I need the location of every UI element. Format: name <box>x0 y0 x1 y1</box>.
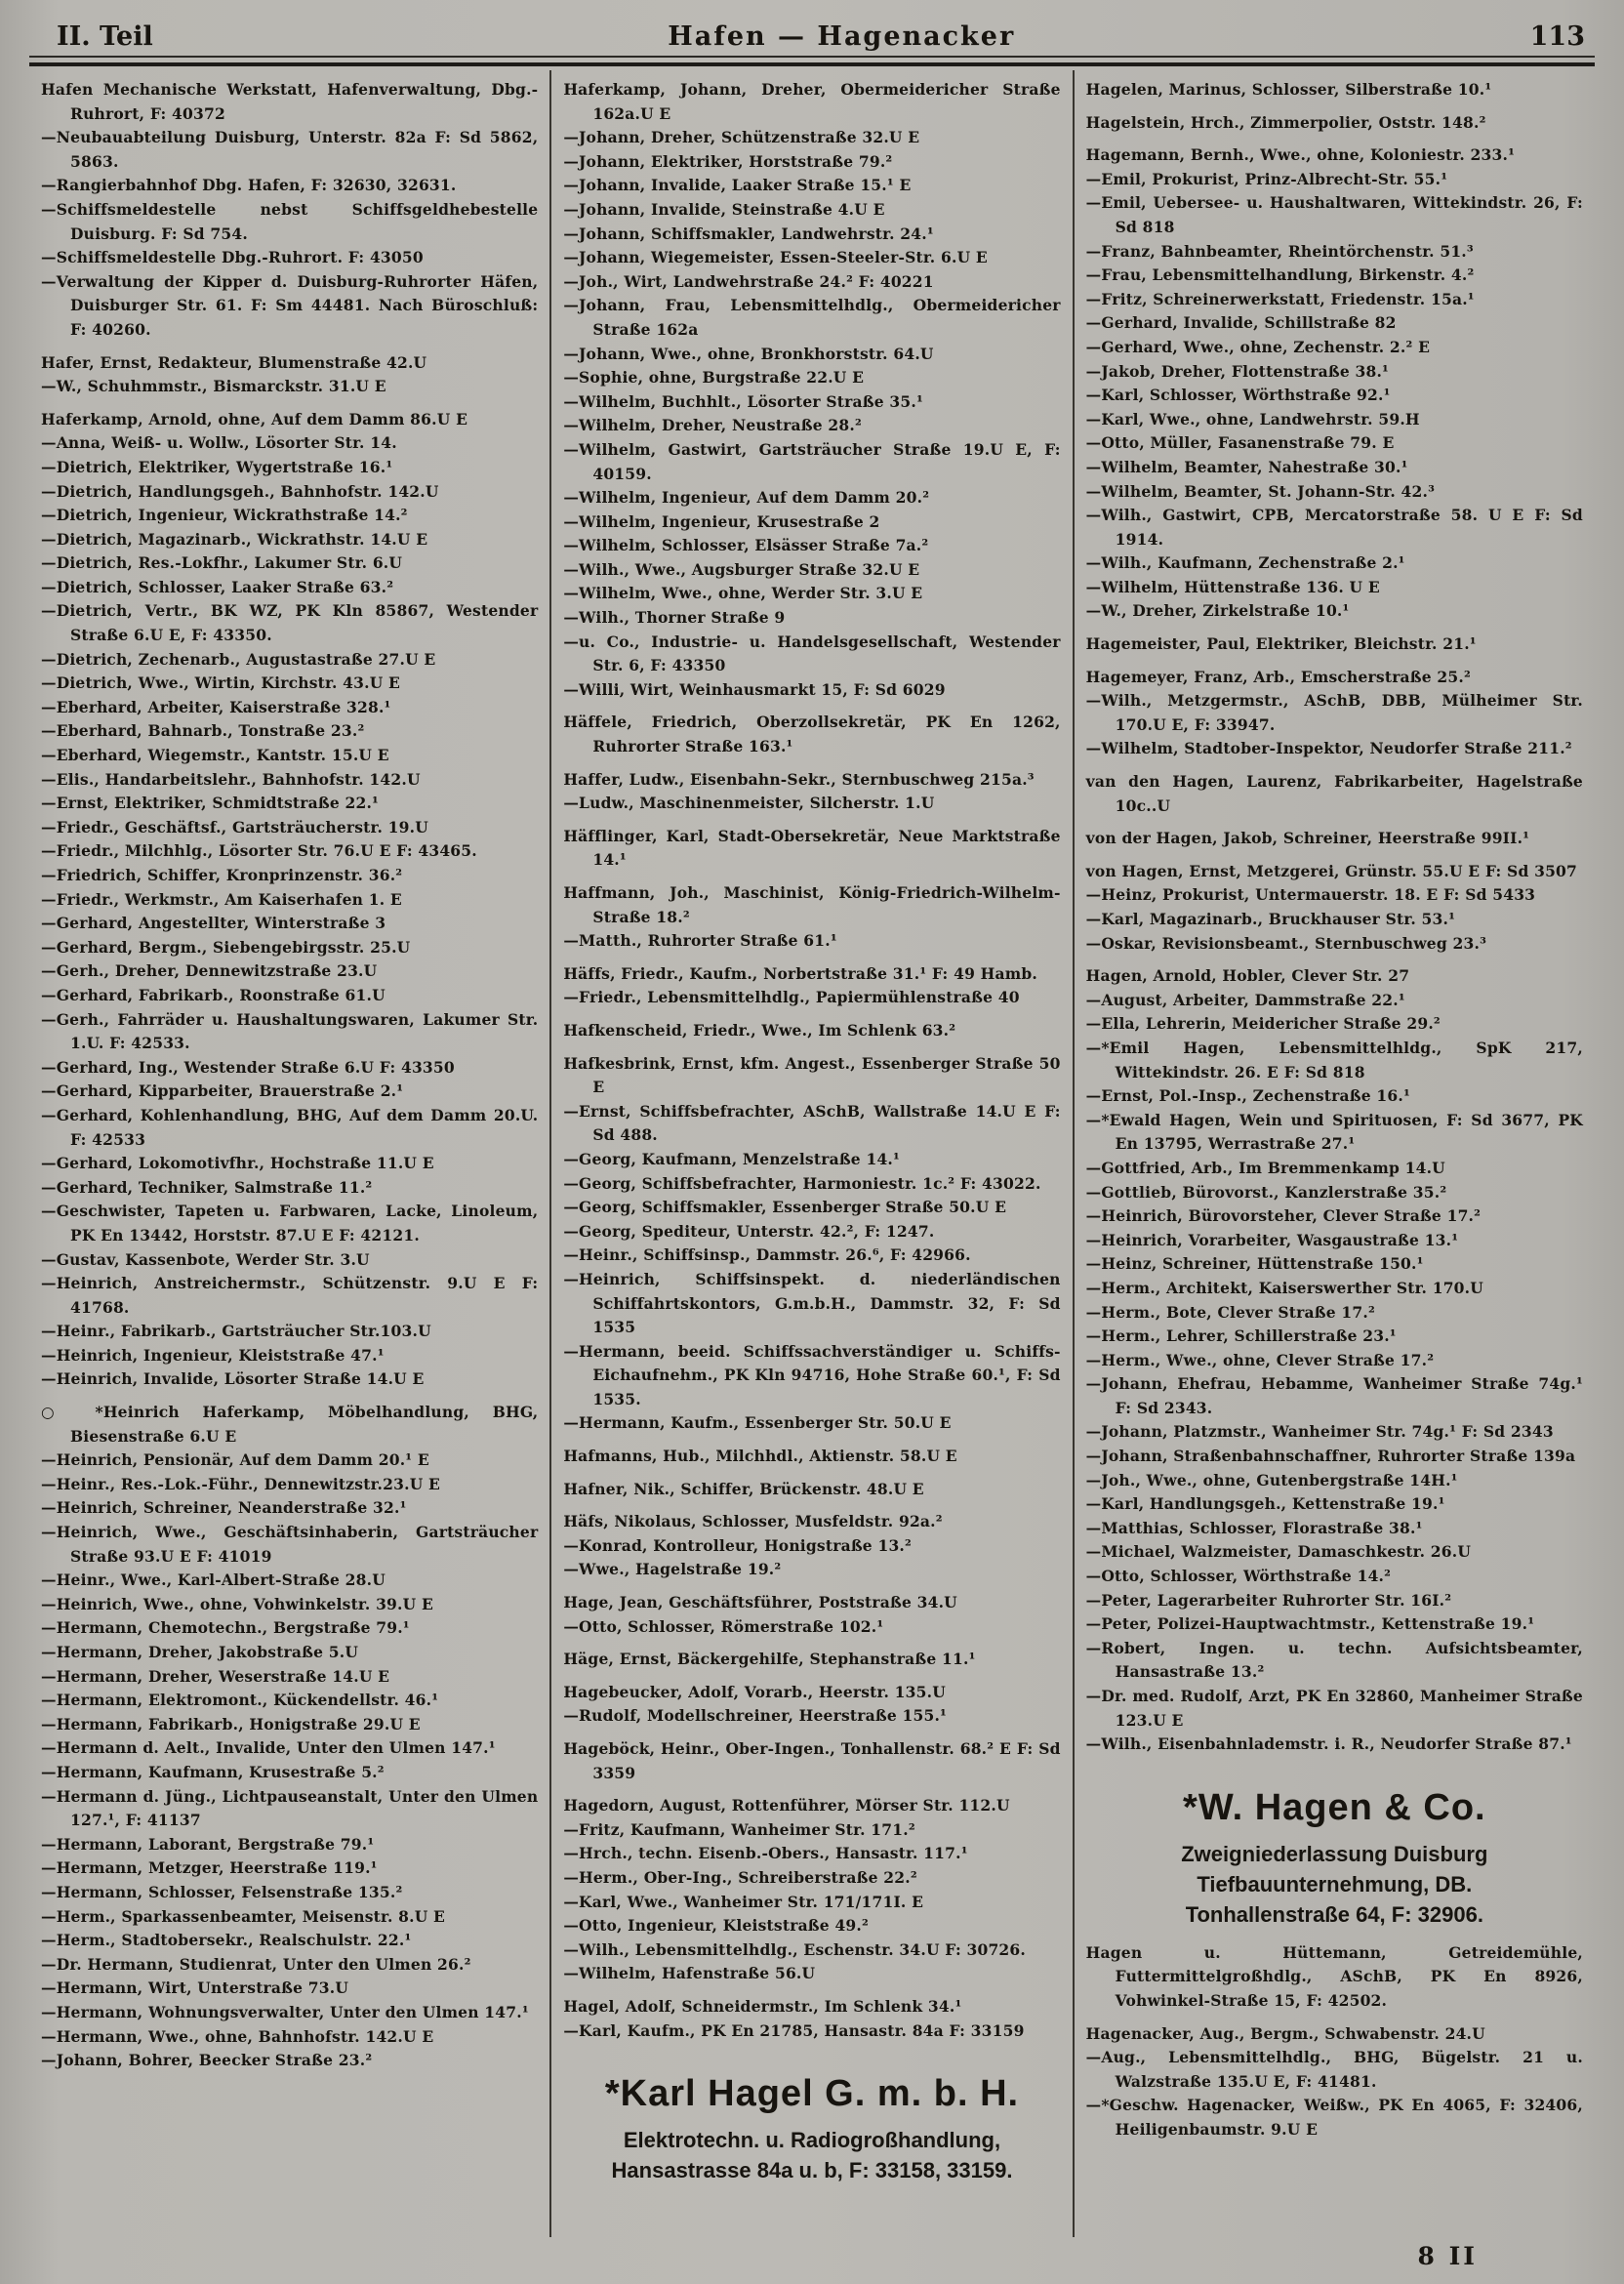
directory-entry: —Otto, Ingenieur, Kleiststraße 49.² <box>563 1916 869 1936</box>
directory-entry: —Gerhard, Angestellter, Winterstraße 3 <box>41 914 386 933</box>
directory-entry: —Herm., Lehrer, Schillerstraße 23.¹ <box>1085 1326 1397 1346</box>
directory-entry: —Wilhelm, Wwe., ohne, Werder Str. 3.U E <box>563 584 923 603</box>
directory-entry: Hageböck, Heinr., Ober-Ingen., Tonhallenstr. 68.² E F: Sd 3359 <box>563 1739 1061 1782</box>
directory-entry: —Wilhelm, Gastwirt, Gartsträucher Straße 19.U E, F: 40159. <box>563 439 1061 483</box>
directory-entry: —Wilh., Wwe., Augsburger Straße 32.U E <box>563 559 920 579</box>
directory-entry: —Dietrich, Ingenieur, Wickrathstraße 14.² <box>41 506 408 525</box>
directory-entry: —Johann, Bohrer, Beecker Straße 23.² <box>41 2051 373 2070</box>
directory-entry: —Hermann, Kaufmann, Krusestraße 5.² <box>41 1762 385 1781</box>
directory-entry: ○ *Heinrich Haferkamp, Möbelhandlung, BHG, Biesenstraße 6.U E <box>41 1403 539 1446</box>
directory-entry: —Fritz, Kaufmann, Wanheimer Str. 171.² <box>563 1819 915 1839</box>
directory-entry: —Joh., Wwe., ohne, Gutenbergstraße 14H.¹ <box>1085 1470 1458 1489</box>
directory-entry: —Dietrich, Magazinarb., Wickrathstr. 14.U E <box>41 529 428 549</box>
advertisement-line: Zweigniederlassung Duisburg <box>1181 1841 1488 1866</box>
directory-entry: —Herm., Architekt, Kaiserswerther Str. 170.U <box>1085 1278 1483 1297</box>
directory-entry: Hafner, Nik., Schiffer, Brückenstr. 48.U E <box>563 1479 924 1498</box>
directory-entry: —Friedr., Geschäftsf., Gartsträucherstr. 19.U <box>41 817 428 836</box>
directory-entry: —Wilh., Thorner Straße 9 <box>563 608 786 628</box>
directory-entry: —Johann, Ehefrau, Hebamme, Wanheimer Straße 74g.¹ F: Sd 2343. <box>1085 1374 1583 1417</box>
directory-entry: —Herm., Wwe., ohne, Clever Straße 17.² <box>1085 1350 1435 1369</box>
directory-entry: —Matthias, Schlosser, Florastraße 38.¹ <box>1085 1518 1423 1537</box>
directory-entry: —Hermann, Chemotechn., Bergstraße 79.¹ <box>41 1618 410 1638</box>
advertisement-line: Hansastrasse 84a u. b, F: 33158, 33159. <box>611 2158 1013 2183</box>
directory-entry: —Dietrich, Wwe., Wirtin, Kirchstr. 43.U E <box>41 673 401 693</box>
directory-entry: —Willi, Wirt, Weinhausmarkt 15, F: Sd 6029 <box>563 679 946 699</box>
directory-entry: Haferkamp, Johann, Dreher, Obermeidericher Straße 162a.U E <box>563 80 1061 123</box>
directory-entry: —Johann, Dreher, Schützenstraße 32.U E <box>563 128 920 147</box>
directory-entry: —Heinrich, Pensionär, Auf dem Damm 20.¹ E <box>41 1450 429 1470</box>
directory-entry: —Ella, Lehrerin, Meidericher Straße 29.² <box>1085 1014 1441 1034</box>
directory-entry: Hagelen, Marinus, Schlosser, Silberstraße 10.¹ <box>1085 80 1492 99</box>
directory-entry: —Dr. med. Rudolf, Arzt, PK En 32860, Manheimer Straße 123.U E <box>1085 1687 1583 1730</box>
directory-entry: —Franz, Bahnbeamter, Rheintörchenstr. 51.³ <box>1085 241 1474 261</box>
directory-entry: —Neubauabteilung Duisburg, Unterstr. 82a F: Sd 5862, 5863. <box>41 128 539 171</box>
directory-entry: —Wilh., Lebensmittelhdlg., Eschenstr. 34.U F: 30726. <box>563 1939 1027 1959</box>
directory-entry: —Heinrich, Schiffsinspekt. d. niederländischen Schiffahrtskontors, G.m.b.H., Dammstr. 32, F: Sd 1535 <box>563 1269 1061 1337</box>
directory-entry: —Schiffsmeldestelle nebst Schiffsgeldhebestelle Duisburg. F: Sd 754. <box>41 199 539 243</box>
directory-entry: —Gustav, Kassenbote, Werder Str. 3.U <box>41 1249 370 1269</box>
directory-entry: —Hermann, Laborant, Bergstraße 79.¹ <box>41 1834 375 1854</box>
directory-entry: —Friedrich, Schiffer, Kronprinzenstr. 36.² <box>41 866 403 884</box>
directory-entry: Hagen, Arnold, Hobler, Clever Str. 27 <box>1085 966 1410 986</box>
directory-entry: —Wilhelm, Schlosser, Elsässer Straße 7a.² <box>563 536 929 555</box>
directory-entry: —Oskar, Revisionsbeamt., Sternbuschweg 23.³ <box>1085 933 1487 953</box>
advertisement-title: *W. Hagen & Co. <box>1183 1786 1486 1828</box>
directory-entry: Hafmanns, Hub., Milchhdl., Aktienstr. 58.U E <box>563 1447 957 1466</box>
directory-entry: —Joh., Wirt, Landwehrstraße 24.² F: 40221 <box>563 271 934 291</box>
directory-entry: —August, Arbeiter, Dammstraße 22.¹ <box>1085 990 1405 1009</box>
page-header <box>29 16 1595 56</box>
directory-entry: —Wilh., Kaufmann, Zechenstraße 2.¹ <box>1085 553 1405 573</box>
directory-entry: —Verwaltung der Kipper d. Duisburg-Ruhrorter Häfen, Duisburger Str. 61. F: Sm 44481. Nach Büroschluß: F: 40260. <box>41 271 539 339</box>
directory-entry: —Hrch., techn. Eisenb.-Obers., Hansastr. 117.¹ <box>563 1844 968 1863</box>
directory-entry: —Gerhard, Wwe., ohne, Zechenstr. 2.² E <box>1085 337 1431 356</box>
directory-entry: —Wilhelm, Ingenieur, Auf dem Damm 20.² <box>563 488 930 508</box>
directory-entry: Haffer, Ludw., Eisenbahn-Sekr., Sternbuschweg 215a.³ <box>563 769 1035 789</box>
directory-entry: Haferkamp, Arnold, ohne, Auf dem Damm 86.U E <box>41 409 468 428</box>
directory-entry: —Gottfried, Arb., Im Bremmenkamp 14.U <box>1085 1158 1445 1177</box>
directory-entry: —Karl, Wwe., Wanheimer Str. 171/171I. E <box>563 1892 924 1911</box>
directory-entry: —Johann, Frau, Lebensmittelhdlg., Obermeidericher Straße 162a <box>563 296 1061 339</box>
directory-entry: —Dietrich, Handlungsgeh., Bahnhofstr. 142.U <box>41 481 439 501</box>
directory-entry: —Karl, Kaufm., PK En 21785, Hansastr. 84a F: 33159 <box>563 2020 1025 2040</box>
directory-entry: —Heinrich, Anstreichermstr., Schützenstr. 9.U E F: 41768. <box>41 1274 539 1317</box>
directory-entry: —Dietrich, Vertr., BK WZ, PK Kln 85867, Westender Straße 6.U E, F: 43350. <box>41 601 539 645</box>
directory-entry: —Hermann, Wirt, Unterstraße 73.U <box>41 1978 349 1998</box>
directory-entry: —Gerhard, Kipparbeiter, Brauerstraße 2.¹ <box>41 1081 404 1101</box>
directory-entry: —Gerhard, Bergm., Siebengebirgsstr. 25.U <box>41 937 411 957</box>
advertisement <box>567 2072 1056 2185</box>
directory-entry: —Herm., Ober-Ing., Schreiberstraße 22.² <box>563 1867 917 1887</box>
directory-entry: Hagemann, Bernh., Wwe., ohne, Koloniestr. 233.¹ <box>1085 145 1516 165</box>
directory-entry: —Matth., Ruhrorter Straße 61.¹ <box>563 931 837 951</box>
directory-entry: —Hermann, Fabrikarb., Honigstraße 29.U E <box>41 1714 421 1733</box>
directory-entry: Häfflinger, Karl, Stadt-Obersekretär, Neue Marktstraße 14.¹ <box>563 826 1061 870</box>
directory-entry: —W., Dreher, Zirkelstraße 10.¹ <box>1085 601 1350 621</box>
directory-entry: —Ludw., Maschinenmeister, Silcherstr. 1.U <box>563 794 935 813</box>
directory-entry: —Georg, Schiffsmakler, Essenberger Straße 50.U E <box>563 1198 1007 1217</box>
directory-entry: Häffele, Friedrich, Oberzollsekretär, PK En 1262, Ruhrorter Straße 163.¹ <box>563 713 1061 756</box>
directory-entry: —Heinz, Schreiner, Hüttenstraße 150.¹ <box>1085 1254 1424 1274</box>
advertisement <box>1090 1786 1579 1930</box>
directory-entry: —Heinrich, Bürovorsteher, Clever Straße 17.² <box>1085 1206 1482 1226</box>
directory-entry: —Wilhelm, Stadtober-Inspektor, Neudorfer Straße 211.² <box>1085 739 1572 758</box>
directory-entry: —Herm., Sparkassenbeamter, Meisenstr. 8.U E <box>41 1906 446 1926</box>
column-3 <box>1073 70 1595 2237</box>
directory-entry: —Otto, Schlosser, Römerstraße 102.¹ <box>563 1616 884 1636</box>
directory-entry: —Eberhard, Arbeiter, Kaiserstraße 328.¹ <box>41 697 391 716</box>
directory-entry: Hafkenscheid, Friedr., Wwe., Im Schlenk 63.² <box>563 1020 956 1040</box>
directory-entry: —Friedr., Lebensmittelhdlg., Papiermühlenstraße 40 <box>563 988 1020 1007</box>
directory-entry: —Heinrich, Invalide, Lösorter Straße 14.U E <box>41 1369 425 1389</box>
directory-entry: Hafer, Ernst, Redakteur, Blumenstraße 42.U <box>41 352 427 372</box>
directory-entry: —Otto, Müller, Fasanenstraße 79. E <box>1085 433 1395 453</box>
directory-entry: —Wilhelm, Beamter, Nahestraße 30.¹ <box>1085 457 1408 476</box>
column-1 <box>29 70 549 2237</box>
header-rule-thick <box>29 62 1595 66</box>
directory-entry: —Johann, Platzmstr., Wanheimer Str. 74g.¹ F: Sd 2343 <box>1085 1422 1554 1442</box>
directory-entry: —*Emil Hagen, Lebensmittelhldg., SpK 217, Wittekindstr. 26. E F: Sd 818 <box>1085 1038 1583 1081</box>
directory-entry: —Gerhard, Lokomotivfhr., Hochstraße 11.U E <box>41 1154 434 1173</box>
directory-entry: —Karl, Handlungsgeh., Kettenstraße 19.¹ <box>1085 1494 1445 1514</box>
directory-entry: —Dietrich, Zechenarb., Augustastraße 27.U E <box>41 649 436 669</box>
directory-entry: —Georg, Spediteur, Unterstr. 42.², F: 1247. <box>563 1221 935 1241</box>
directory-entry: Hagelstein, Hrch., Zimmerpolier, Oststr. 148.² <box>1085 112 1486 132</box>
directory-entry: —Dietrich, Schlosser, Laaker Straße 63.² <box>41 577 394 596</box>
directory-entry: —Johann, Straßenbahnschaffner, Ruhrorter Straße 139a <box>1085 1447 1576 1466</box>
header-rule-thin <box>29 56 1595 58</box>
directory-entry: —Karl, Wwe., ohne, Landwehrstr. 59.H <box>1085 409 1420 428</box>
directory-entry: Hagedorn, August, Rottenführer, Mörser Str. 112.U <box>563 1796 1010 1815</box>
directory-entry: —Peter, Polizei-Hauptwachtmstr., Kettenstraße 19.¹ <box>1085 1614 1535 1634</box>
directory-entry: —Ernst, Schiffsbefrachter, ASchB, Wallstraße 14.U E F: Sd 488. <box>563 1101 1061 1145</box>
directory-entry: Hafen Mechanische Werkstatt, Hafenverwaltung, Dbg.-Ruhrort, F: 40372 <box>41 80 539 123</box>
directory-entry: —Karl, Magazinarb., Bruckhauser Str. 53.¹ <box>1085 910 1456 928</box>
directory-entry: —Friedr., Milchhlg., Lösorter Str. 76.U E F: 43465. <box>41 841 477 861</box>
directory-entry: —Heinr., Fabrikarb., Gartsträucher Str.103.U <box>41 1322 431 1341</box>
directory-entry: —Gerhard, Invalide, Schillstraße 82 <box>1085 313 1397 333</box>
directory-entry: —Wilhelm, Hafenstraße 56.U <box>563 1964 816 1983</box>
directory-entry: Haffmann, Joh., Maschinist, König-Friedrich-Wilhelm-Straße 18.² <box>563 883 1061 926</box>
directory-entry: —Gerhard, Fabrikarb., Roonstraße 61.U <box>41 985 386 1004</box>
directory-entry: —Wilh., Metzgermstr., ASchB, DBB, Mülheimer Str. 170.U E, F: 33947. <box>1085 691 1583 734</box>
directory-entry: —Herm., Bote, Clever Straße 17.² <box>1085 1302 1375 1322</box>
directory-entry: —Hermann, Metzger, Heerstraße 119.¹ <box>41 1858 378 1878</box>
directory-entry: —Gerh., Fahrräder u. Haushaltungswaren, Lakumer Str. 1.U. F: 42533. <box>41 1009 539 1053</box>
directory-entry: —Hermann, Wohnungsverwalter, Unter den Ulmen 147.¹ <box>41 2002 529 2021</box>
directory-entry: —Heinrich, Ingenieur, Kleiststraße 47.¹ <box>41 1345 385 1365</box>
directory-entry: —Gerhard, Ing., Westender Straße 6.U F: 43350 <box>41 1057 455 1077</box>
directory-entry: —Heinz, Prokurist, Untermauerstr. 18. E F: Sd 5433 <box>1085 885 1536 905</box>
directory-entry: —Rangierbahnhof Dbg. Hafen, F: 32630, 32631. <box>41 176 457 195</box>
directory-entry: —Hermann d. Jüng., Lichtpauseanstalt, Unter den Ulmen 127.¹, F: 41137 <box>41 1786 539 1830</box>
directory-entry: —Aug., Lebensmittelhdlg., BHG, Bügelstr. 21 u. Walzstraße 135.U E, F: 41481. <box>1085 2048 1583 2091</box>
directory-entry: —Ernst, Elektriker, Schmidtstraße 22.¹ <box>41 794 380 813</box>
signature-mark: 8 II <box>1417 2242 1478 2270</box>
directory-entry: —Hermann, Dreher, Weserstraße 14.U E <box>41 1666 390 1686</box>
directory-entry: Hagemeyer, Franz, Arb., Emscherstraße 25.² <box>1085 667 1471 686</box>
directory-entry: —Eberhard, Bahnarb., Tonstraße 23.² <box>41 721 365 741</box>
directory-entry: —Wilhelm, Dreher, Neustraße 28.² <box>563 416 862 435</box>
directory-entry: van den Hagen, Laurenz, Fabrikarbeiter, Hagelstraße 10c..U <box>1085 772 1583 815</box>
directory-entry: —Ernst, Pol.-Insp., Zechenstraße 16.¹ <box>1085 1086 1410 1106</box>
directory-entry: Häffs, Friedr., Kaufm., Norbertstraße 31.¹ F: 49 Hamb. <box>563 963 1037 983</box>
directory-entry: —Wilhelm, Beamter, St. Johann-Str. 42.³ <box>1085 481 1436 501</box>
page-title: Hafen — Hagenacker <box>668 21 1016 52</box>
directory-entry: von der Hagen, Jakob, Schreiner, Heerstraße 99II.¹ <box>1085 829 1530 848</box>
directory-entry: —Frau, Lebensmittelhandlung, Birkenstr. 4.² <box>1085 265 1475 285</box>
advertisement-line: Tiefbauunternehmung, DB. <box>1197 1871 1473 1897</box>
directory-entry: —Eberhard, Wiegemstr., Kantstr. 15.U E <box>41 746 389 765</box>
directory-entry: —Hermann, Dreher, Jakobstraße 5.U <box>41 1643 359 1661</box>
directory-entry: —Georg, Schiffsbefrachter, Harmoniestr. 1c.² F: 43022. <box>563 1173 1041 1193</box>
advertisement-line: Tonhallenstraße 64, F: 32906. <box>1185 1901 1483 1927</box>
directory-entry: —Dietrich, Res.-Lokfhr., Lakumer Str. 6.U <box>41 553 403 573</box>
directory-entry: —u. Co., Industrie- u. Handelsgesellschaft, Westender Str. 6, F: 43350 <box>563 632 1061 675</box>
page-number: 113 <box>1529 21 1585 52</box>
directory-entry: —Dietrich, Elektriker, Wygertstraße 16.¹ <box>41 457 393 476</box>
directory-entry: —Hermann, Schlosser, Felsenstraße 135.² <box>41 1882 403 1901</box>
directory-entry: Hagenacker, Aug., Bergm., Schwabenstr. 24.U <box>1085 2023 1485 2043</box>
directory-entry: —Wilhelm, Hüttenstraße 136. U E <box>1085 577 1380 596</box>
directory-entry: —Johann, Invalide, Steinstraße 4.U E <box>563 199 885 219</box>
directory-entry: —Dr. Hermann, Studienrat, Unter den Ulmen 26.² <box>41 1954 471 1974</box>
directory-entry: Häge, Ernst, Bäckergehilfe, Stephanstraße 11.¹ <box>563 1650 976 1669</box>
directory-entry: —Hermann, Wwe., ohne, Bahnhofstr. 142.U E <box>41 2026 434 2046</box>
directory-entry: —Johann, Wiegemeister, Essen-Steeler-Str. 6.U E <box>563 248 988 267</box>
section-label: II. Teil <box>57 21 153 52</box>
directory-entry: —Wilhelm, Ingenieur, Krusestraße 2 <box>563 511 880 531</box>
directory-entry: —Emil, Uebersee- u. Haushaltwaren, Wittekindstr. 26, F: Sd 818 <box>1085 193 1583 236</box>
directory-entry: Häfs, Nikolaus, Schlosser, Musfeldstr. 92a.² <box>563 1512 943 1531</box>
directory-entry: —Otto, Schlosser, Wörthstraße 14.² <box>1085 1567 1392 1586</box>
directory-entry: Hagen u. Hüttemann, Getreidemühle, Futtermittelgroßhdlg., ASchB, PK En 8926, Vohwinkel-Straße 15, F: 42502. <box>1085 1942 1583 2010</box>
directory-entry: Hagebeucker, Adolf, Vorarb., Heerstr. 135.U <box>563 1682 946 1701</box>
directory-entry: —Wwe., Hagelstraße 19.² <box>563 1560 782 1579</box>
directory-entry: —Gerhard, Kohlenhandlung, BHG, Auf dem Damm 20.U. F: 42533 <box>41 1105 539 1149</box>
directory-entry: —Georg, Kaufmann, Menzelstraße 14.¹ <box>563 1149 901 1168</box>
directory-entry: —Johann, Schiffsmakler, Landwehrstr. 24.¹ <box>563 224 934 243</box>
directory-entry: —Michael, Walzmeister, Damaschkestr. 26.U <box>1085 1542 1472 1562</box>
column-container <box>29 70 1595 2237</box>
directory-entry: —Schiffsmeldestelle Dbg.-Ruhrort. F: 43050 <box>41 248 424 267</box>
directory-entry: —Fritz, Schreinerwerkstatt, Friedenstr. 15a.¹ <box>1085 289 1475 308</box>
directory-entry: —Jakob, Dreher, Flottenstraße 38.¹ <box>1085 361 1390 381</box>
directory-entry: —Heinrich, Wwe., ohne, Vohwinkelstr. 39.U E <box>41 1594 433 1613</box>
directory-entry: —Heinrich, Vorarbeiter, Wasgaustraße 13.¹ <box>1085 1230 1459 1249</box>
directory-entry: —Johann, Invalide, Laaker Straße 15.¹ E <box>563 176 912 195</box>
directory-entry: —*Geschw. Hagenacker, Weißw., PK En 4065, F: 32406, Heiligenbaumstr. 9.U E <box>1085 2096 1583 2139</box>
column-2 <box>549 70 1072 2237</box>
directory-entry: —Peter, Lagerarbeiter Ruhrorter Str. 16I.² <box>1085 1590 1452 1610</box>
directory-entry: —Hermann, Elektromont., Kückendellstr. 46.¹ <box>41 1691 439 1710</box>
directory-entry: —Gerh., Dreher, Dennewitzstraße 23.U <box>41 961 378 981</box>
directory-entry: —Heinr., Res.-Lok.-Führ., Dennewitzstr.23.U E <box>41 1474 441 1493</box>
directory-entry: Hage, Jean, Geschäftsführer, Poststraße 34.U <box>563 1593 957 1612</box>
directory-entry: —*Ewald Hagen, Wein und Spirituosen, F: Sd 3677, PK En 13795, Werrastraße 27.¹ <box>1085 1110 1583 1154</box>
directory-entry: —Anna, Weiß- u. Wollw., Lösorter Str. 14. <box>41 433 397 453</box>
directory-entry: —Robert, Ingen. u. techn. Aufsichtsbeamter, Hansastraße 13.² <box>1085 1638 1583 1682</box>
directory-entry: —Elis., Handarbeitslehr., Bahnhofstr. 142.U <box>41 769 421 789</box>
advertisement-title: *Karl Hagel G. m. b. H. <box>604 2073 1020 2115</box>
directory-entry: Hagel, Adolf, Schneidermstr., Im Schlenk 34.¹ <box>563 1996 962 2016</box>
directory-entry: —Rudolf, Modellschreiner, Heerstraße 155.¹ <box>563 1706 948 1726</box>
directory-entry: —Konrad, Kontrolleur, Honigstraße 13.² <box>563 1535 913 1555</box>
directory-entry: Hafkesbrink, Ernst, kfm. Angest., Essenberger Straße 50 E <box>563 1053 1061 1097</box>
directory-entry: —Gerhard, Techniker, Salmstraße 11.² <box>41 1177 373 1197</box>
directory-entry: —Heinr., Schiffsinsp., Dammstr. 26.⁶, F: 42966. <box>563 1245 971 1265</box>
directory-entry: —Hermann, beeid. Schiffssachverständiger u. Schiffs-Eichaufnehm., PK Kln 94716, Hohe Straße 60.¹, F: Sd 1535. <box>563 1341 1061 1408</box>
directory-entry: —Hermann d. Aelt., Invalide, Unter den Ulmen 147.¹ <box>41 1738 496 1758</box>
directory-entry: —Wilh., Gastwirt, CPB, Mercatorstraße 58. U E F: Sd 1914. <box>1085 506 1583 549</box>
directory-entry: —Heinrich, Wwe., Geschäftsinhaberin, Gartsträucher Straße 93.U E F: 41019 <box>41 1523 539 1566</box>
directory-entry: —Herm., Stadtobersekr., Realschulstr. 22.¹ <box>41 1931 412 1950</box>
directory-entry: —Wilh., Eisenbahnlademstr. i. R., Neudorfer Straße 87.¹ <box>1085 1734 1572 1754</box>
directory-entry: —Heinr., Wwe., Karl-Albert-Straße 28.U <box>41 1570 386 1590</box>
directory-entry: —Hermann, Kaufm., Essenberger Str. 50.U E <box>563 1413 952 1433</box>
directory-entry: —Emil, Prokurist, Prinz-Albrecht-Str. 55.¹ <box>1085 169 1448 188</box>
directory-entry: von Hagen, Ernst, Metzgerei, Grünstr. 55.U E F: Sd 3507 <box>1085 861 1578 880</box>
directory-entry: —Friedr., Werkmstr., Am Kaiserhafen 1. E <box>41 889 402 909</box>
directory-entry: —Gottlieb, Bürovorst., Kanzlerstraße 35.² <box>1085 1182 1447 1202</box>
directory-entry: —Heinrich, Schreiner, Neanderstraße 32.¹ <box>41 1498 407 1518</box>
directory-entry: —Karl, Schlosser, Wörthstraße 92.¹ <box>1085 386 1391 405</box>
directory-entry: —W., Schuhmmstr., Bismarckstr. 31.U E <box>41 377 386 396</box>
advertisement-line: Elektrotechn. u. Radiogroßhandlung, <box>623 2128 1001 2153</box>
directory-entry: —Johann, Wwe., ohne, Bronkhorststr. 64.U <box>563 344 934 363</box>
directory-entry: —Sophie, ohne, Burgstraße 22.U E <box>563 368 865 387</box>
directory-entry: —Johann, Elektriker, Horststraße 79.² <box>563 151 893 171</box>
directory-entry: Hagemeister, Paul, Elektriker, Bleichstr. 21.¹ <box>1085 634 1477 654</box>
directory-entry: —Wilhelm, Buchhlt., Lösorter Straße 35.¹ <box>563 391 923 411</box>
directory-entry: —Geschwister, Tapeten u. Farbwaren, Lacke, Linoleum, PK En 13442, Horststr. 87.U E F: 42121. <box>41 1202 539 1244</box>
